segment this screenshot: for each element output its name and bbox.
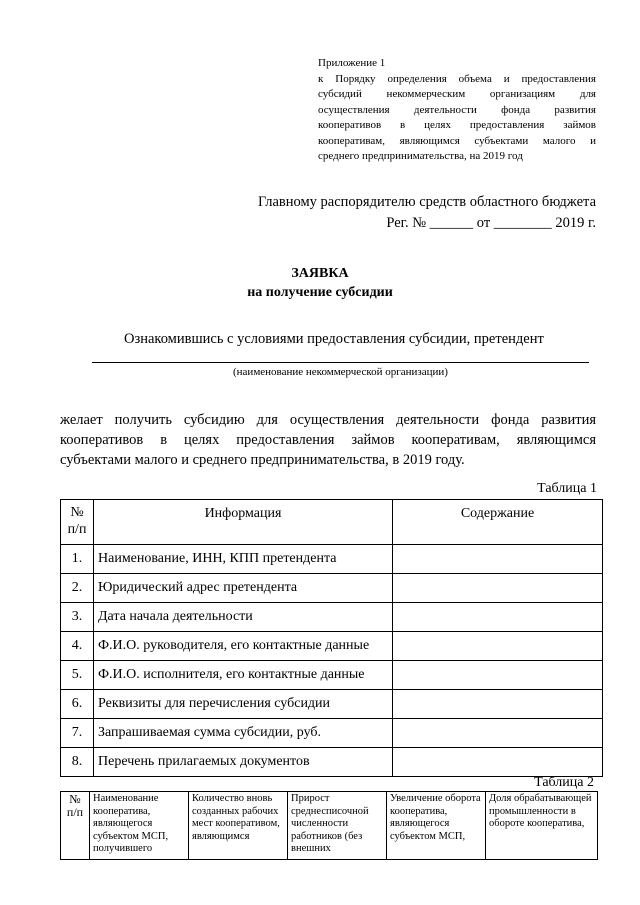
row-info: Реквизиты для перечисления субсидии [94,690,393,719]
header-information: Информация [94,500,393,545]
row-info: Запрашиваемая сумма субсидии, руб. [94,719,393,748]
table-row [61,603,603,632]
title-sub: на получение субсидии [247,285,393,300]
header-manufacturing-share: Доля обрабатывающей промышленности в обороте кооператива, [486,792,598,860]
table-row [61,545,603,574]
row-content-cell[interactable] [393,574,603,603]
row-info: Перечень прилагаемых документов [94,748,393,777]
intro-text: Ознакомившись с условиями предоставления субсидии, претендент [124,331,544,347]
row-info: Ф.И.О. руководителя, его контактные данные [94,632,393,661]
row-info: Юридический адрес претендента [94,574,393,603]
row-number: 7. [61,719,94,748]
row-number: 8. [61,748,94,777]
table-header-row [61,500,603,545]
row-number: 4. [61,632,94,661]
header-number: № п/п [61,500,94,545]
row-content-cell[interactable] [393,719,603,748]
row-content-cell[interactable] [393,661,603,690]
paragraph-line: желает получить субсидию для осуществления деятельности фонда развития [60,412,596,428]
table-row [61,574,603,603]
registration-line: Рег. № ______ от ________ 2019 г. [386,215,596,231]
header-new-jobs: Количество вновь созданных рабочих мест кооперативом, являющимся [189,792,288,860]
annex-reference [318,56,596,165]
row-content-cell[interactable] [393,690,603,719]
title-main: ЗАЯВКА [291,266,349,281]
row-number: 6. [61,690,94,719]
annex-line: Приложение 1 [318,57,386,69]
information-table [60,499,603,777]
header-content: Содержание [393,500,603,545]
table2-label: Таблица 2 [534,775,594,790]
annex-line: осуществления деятельности фонда развития [318,103,596,116]
row-info: Наименование, ИНН, КПП претендента [94,545,393,574]
row-content-cell[interactable] [393,632,603,661]
table-row [61,719,603,748]
table-row [61,690,603,719]
annex-line: к Порядку определения объема и предоставления [318,72,596,85]
row-content-cell[interactable] [393,603,603,632]
paragraph-line: кооперативов в целях предоставления займов кооперативам, являющимся [60,432,596,448]
header-staff-growth: Прирост среднесписочной численности работников (без внешних [288,792,387,860]
row-info: Дата начала деятельности [94,603,393,632]
organization-name-line [92,362,589,363]
annex-line: субсидий некоммерческим организациям для [318,88,596,100]
document-title [0,264,640,302]
row-number: 3. [61,603,94,632]
table-row [61,748,603,777]
row-number: 5. [61,661,94,690]
organization-name-caption: (наименование некоммерческой организации) [233,366,448,378]
row-content-cell[interactable] [393,545,603,574]
row-info: Ф.И.О. исполнителя, его контактные данные [94,661,393,690]
header-turnover-growth: Увеличение оборота кооператива, являющегося субъектом МСП, [387,792,486,860]
annex-line: среднего предпринимательства, на 2019 год [318,150,523,162]
table-row [61,632,603,661]
annex-line: кооперативов в целях предоставления займов [318,119,596,131]
row-number: 2. [61,574,94,603]
application-paragraph [60,410,596,470]
row-number: 1. [61,545,94,574]
header-number: № п/п [61,792,90,860]
table1-label: Таблица 1 [537,481,597,496]
addressee-block [258,192,596,234]
results-table [60,791,598,860]
table-row [61,661,603,690]
row-content-cell[interactable] [393,748,603,777]
annex-line: кооперативам, являющимся субъектами малого и [318,134,596,147]
paragraph-line: субъектами малого и среднего предпринимательства, в 2019 году. [60,452,465,468]
table-header-row [61,792,598,860]
header-cooperative-name: Наименование кооператива, являющегося субъектом МСП, получившего [90,792,189,860]
addressee-line: Главному распорядителю средств областного бюджета [257,194,596,210]
